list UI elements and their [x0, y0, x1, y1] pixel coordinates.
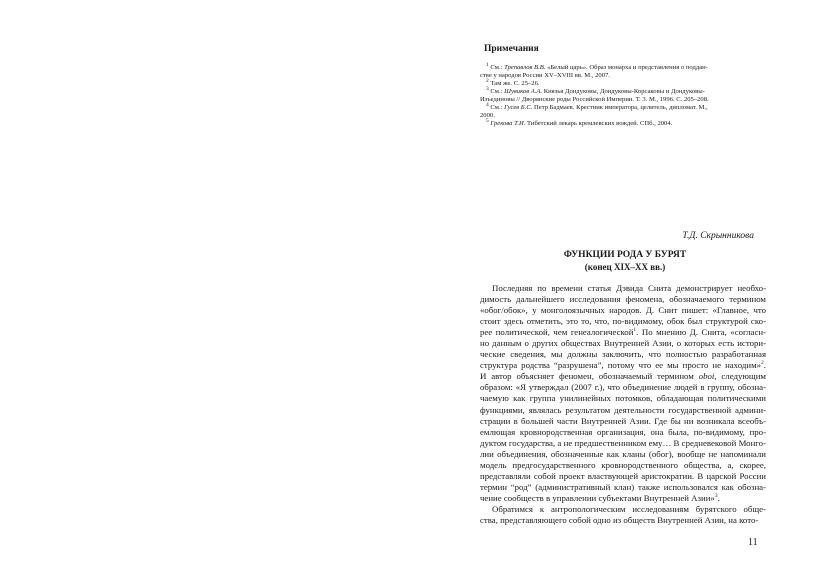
endnote-line: $^2$ Там же. С. 25–26. [486, 77, 540, 88]
body-line: образом: «Я утверждал (2007 г.), что объединение людей в группу, обозна- [480, 382, 766, 393]
endnote-number: 3 [486, 85, 489, 92]
footnote-ref: 2 [761, 360, 764, 367]
body-line: модель предгосударственного кровнородственного общества, а, скорее, [480, 459, 766, 470]
body-line: лии объединения, обозначенные как кланы (обог), вообще не напоминали [480, 448, 766, 459]
notes-heading: Примечания [484, 44, 539, 54]
body-line: димость дальнейшего исследования феномена, обозначаемого термином [480, 294, 766, 305]
body-line: чение сообществ в управлении субъектами Внутренней Азии»$^3$. [480, 492, 720, 503]
body-line: чаемую как группа унилинейных потомков, обладающая политическими [480, 393, 766, 404]
body-line: ства, представляющего собой одно из обществ Внутренней Азии, на кото- [480, 514, 759, 525]
endnote-line: $^3$ См.: Шувиков А.А. Князья Дондуковы, Дондуковы-Корсаковы и Дондуковы- [486, 85, 705, 96]
article-body [480, 283, 766, 526]
article-subtitle: (конец XIX–XX вв.) [584, 262, 666, 272]
article-author: Т.Д. Скрынникова [682, 231, 754, 241]
term-italic: oboi [698, 371, 715, 382]
endnote-number: 4 [486, 102, 489, 109]
body-line: функциями, являлась результатом деятельности государственной админи- [480, 404, 766, 415]
footnote-ref: 3 [714, 492, 718, 499]
body-line: представляли собой проект властвующей аристократии. В царской России [480, 470, 766, 481]
endnote-author: Гусев Б.С. [504, 104, 533, 112]
endnote-line: 2000. [480, 112, 495, 120]
endnote-author: Шувиков А.А. [504, 88, 543, 96]
body-line: дуктом государства, а не предшественником ему… В средневековой Монго- [480, 437, 766, 448]
body-line: стоит здесь отметить, это то, что, по-видимому, обок был структурой ско- [480, 316, 766, 327]
body-line: структура родства “разрушена”, потому что ее мы просто не находим»$^2$. [480, 360, 766, 371]
endnote-number: 2 [486, 77, 489, 84]
footnote-ref: 1 [633, 327, 637, 334]
endnote-number: 5 [486, 118, 489, 125]
body-line: «обог/обок», у монголоязычных народов. Д. Снит пишет: «Главное, что [480, 305, 766, 316]
endnotes-list [480, 61, 766, 128]
body-line: но данным о других обществах Внутренней Азии, о которых есть истори- [480, 338, 766, 349]
endnote-line: стве у народов России XV–XVIII вв. М., 2007. [480, 72, 610, 80]
article-title: ФУНКЦИИ РОДА У БУРЯТ [563, 250, 687, 260]
body-line: рее политической, чем генеалогической$^1$. По мнению Д. Снита, «согласн- [480, 327, 766, 338]
body-line: И автор объясняет феномен, обозначаемый термином oboi, следующим [480, 371, 766, 382]
endnote-line: $^4$ См.: Гусев Б.С. Петр Бадмаев. Крестник императора, целитель, дипломат. М., [486, 102, 708, 112]
body-line: Обратимся к антропологическим исследованиям бурятского обще- [492, 503, 766, 514]
endnote-line: Изъединовы // Дворянские роды Российской Империи. Т. 3. М., 1996. С. 205–208. [480, 96, 709, 104]
endnote-author: Грекова Т.И. [490, 120, 526, 128]
endnote-number: 1 [486, 61, 489, 68]
page-number: 11 [748, 537, 758, 548]
body-line: Последняя по времени статья Дэвида Снита демонстрирует необхо- [492, 283, 766, 293]
endnote-line: $^1$ См.: Трепавлов В.В. «Белый царь». Образ монарха и представления о поддан- [486, 61, 708, 71]
body-line: страции в большей части Внутренней Азии. Где бы ни возникала всеобъ- [480, 415, 766, 426]
body-line: емлющая кровнородственная организация, она была, по-видимому, про- [480, 426, 766, 437]
endnote-line: $^5$ Грекова Т.И. Тибетский лекарь кремлевских вождей. СПб., 2004. [486, 118, 673, 128]
body-line: термин “род” (административный клан) также использовался как обозна- [480, 481, 766, 492]
body-line: ческие сведения, мы должны заключить, что полностью разработанная [480, 349, 766, 360]
endnote-author: Трепавлов В.В. [504, 64, 546, 71]
